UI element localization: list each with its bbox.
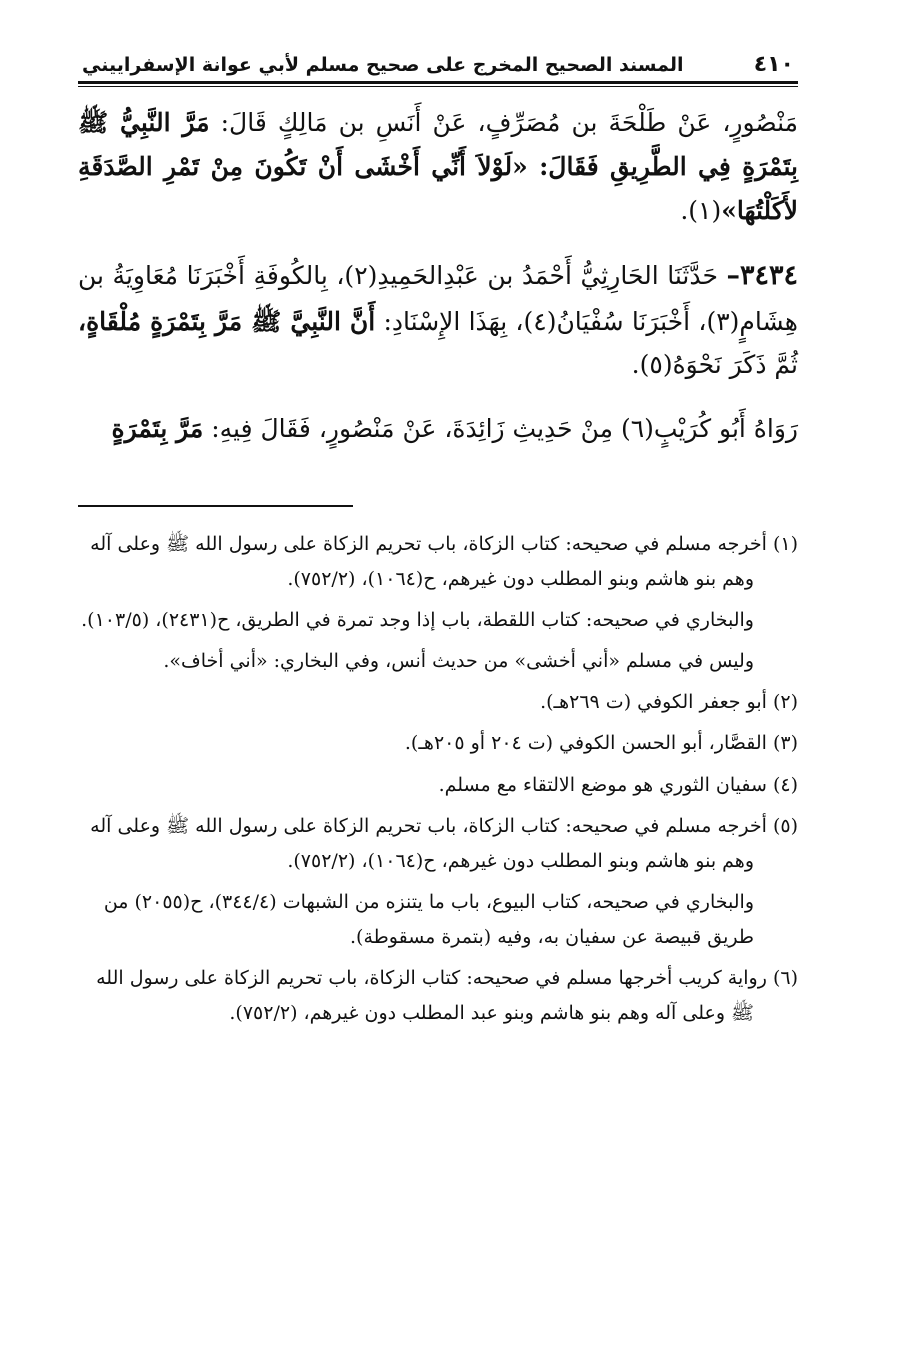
page [78,52,798,1038]
page-number: ٤١٠ [753,52,794,77]
para2-plain: حَدَّثَنَا الحَارِثِيُّ أَحْمَدُ بن عَبْدِالحَمِيدِ(٢)، بِالكُوفَةِ أَخْبَرَنَا مُعَاوِيَةُ بن هِشَامٍ(٣)، أَخْبَرَنَا سُفْيَانُ(٤)، بِهَذَا الإِسْنَادِ: [78,261,798,336]
footnote-5-bukhari: والبخاري في صحيحه، كتاب البيوع، باب ما يتنزه من الشبهات (٣٤٤/٤)، ح(٢٠٥٥) من طريق قبيصة عن سفيان به، وفيه (بتمرة مسقوطة). [103,891,754,949]
para2-end: ثُمَّ ذَكَرَ نَحْوَهُ(٥). [631,350,798,380]
footnote-3: (٣) القصَّار، أبو الحسن الكوفي (ت ٢٠٤ أو ٢٠٥هـ). [404,732,798,755]
para1-bold: مَرَّ النَّبِيُّ ﷺ بِتَمْرَةٍ فِي الطَّرِيقِ فَقَالَ: «لَوْلاَ أَنِّي أَخْشَى أَنْ تَكُونَ مِنْ تَمْرِ الصَّدَقَةِ لأَكَلْتُهَا» [78,108,798,225]
running-header [78,52,798,81]
paragraph-2 [78,252,798,387]
para1-ref: (١). [680,195,722,225]
footnote-1-note: وليس في مسلم «أني أخشى» من حديث أنس، وفي البخاري: «أني أخاف». [163,650,754,673]
footnote-1: (١) أخرجه مسلم في صحيحه: كتاب الزكاة، باب تحريم الزكاة على رسول الله ﷺ وعلى آله وهم بنو هاشم وبنو المطلب دون غيرهم، ح(١٠٦٤)، (٧٥٢/٢). [90,532,798,590]
para3-bold: مَرَّ بِتَمْرَةٍ [111,414,204,443]
footnote-2: (٢) أبو جعفر الكوفي (ت ٢٦٩هـ). [540,691,798,714]
footnote-1-bukhari: والبخاري في صحيحه: كتاب اللقطة، باب إذا وجد تمرة في الطريق، ح(٢٤٣١)، (١٠٣/٥). [81,609,754,632]
footnote-5: (٥) أخرجه مسلم في صحيحه: كتاب الزكاة، باب تحريم الزكاة على رسول الله ﷺ وعلى آله وهم بنو هاشم وبنو المطلب دون غيرهم، ح(١٠٦٤)، (٧٥٢/٢). [90,814,798,872]
footnote-area [78,505,798,1032]
para3-plain: رَوَاهُ أَبُو كُرَيْبٍ(٦) مِنْ حَدِيثِ زَائِدَةَ، عَنْ مَنْصُورٍ، فَقَالَ فِيهِ: [203,414,798,443]
para2-bold: أَنَّ النَّبِيَّ ﷺ مَرَّ بِتَمْرَةٍ مُلْقَاةٍ، [78,306,376,336]
footnote-separator [78,505,353,507]
main-text [78,101,798,451]
footnote-4: (٤) سفيان الثوري هو موضع الالتقاء مع مسلم. [438,773,798,796]
footnote-6: (٦) رواية كريب أخرجها مسلم في صحيحه: كتاب الزكاة، باب تحريم الزكاة على رسول الله ﷺ وعلى آله وهم بنو هاشم وبنو عبد المطلب دون غيرهم، (٧٥٢/٢). [96,967,798,1025]
paragraph-1 [78,101,798,232]
book-title: المسند الصحيح المخرج على صحيح مسلم لأبي عوانة الإسفراييني [82,54,684,76]
para1-plain: مَنْصُورٍ، عَنْ طَلْحَةَ بن مُصَرِّفٍ، عَنْ أَنَسِ بن مَالِكٍ قَالَ: [209,108,799,137]
hadith-number: ٣٤٣٤– [726,260,798,292]
header-rule-thin [78,86,798,87]
paragraph-3 [78,407,798,451]
header-rule [78,81,798,84]
footnotes [78,527,798,1032]
